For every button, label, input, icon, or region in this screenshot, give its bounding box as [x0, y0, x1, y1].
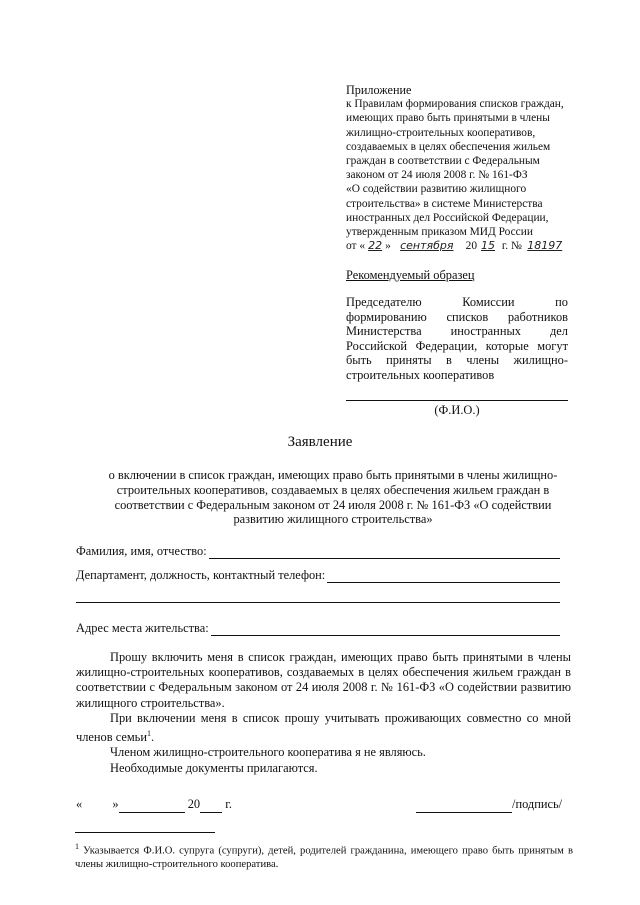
date-line: « » 20 г. — [76, 797, 233, 811]
appendix-line: граждан в соответствии с Федеральным — [346, 155, 540, 168]
footnote-ref: 1 — [146, 729, 151, 739]
addressee: Председателю Комиссии по формированию списков работников Министерства иностранных дел Российской Федерации, которые могут быть приняты в члены жилищно-строительных кооперативов — [346, 295, 568, 382]
body-paragraph: При включении меня в список прошу учитывать проживающих совместно со мной членов семьи$^1$. — [76, 710, 571, 745]
signature-line[interactable] — [416, 797, 512, 813]
department-label: Департамент, должность, контактный телефон: — [76, 568, 326, 582]
date-month-line[interactable] — [119, 797, 185, 813]
date-year-line[interactable] — [200, 797, 222, 813]
order-year: 15 — [481, 239, 496, 253]
footnote-separator — [75, 832, 215, 833]
name-input-line[interactable] — [209, 546, 560, 559]
document-subtitle: о включении в список граждан, имеющих право быть принятыми в члены жилищно- строительных кооперативов, создаваемых в целях обеспечения жильем граждан в соответствии с Федеральным законом от 24 июля 2008 г. № 161-ФЗ «О содействии развитию жилищного строительства» — [108, 468, 558, 527]
appendix-line: строительства» в системе Министерства — [346, 197, 543, 210]
department-input-line[interactable] — [327, 570, 560, 583]
body-paragraph: Необходимые документы прилагаются. — [110, 760, 318, 775]
signature-label: /подпись/ — [512, 797, 563, 811]
name-field[interactable] — [76, 544, 560, 559]
appendix-line: иностранных дел Российской Федерации, — [346, 211, 549, 224]
order-date-line: от « 22 » сентября 20 15 г. № 18197 — [346, 239, 586, 253]
name-label: Фамилия, имя, отчество: — [76, 544, 207, 558]
appendix-line: «О содействии развитию жилищного — [346, 183, 527, 196]
department-continuation-line[interactable] — [76, 602, 560, 603]
application-body — [76, 650, 571, 776]
address-input-line[interactable] — [211, 623, 560, 636]
address-label: Адрес места жительства: — [76, 621, 209, 635]
footnote-mark: 1 — [75, 842, 79, 851]
signature-block — [416, 797, 562, 813]
footnote — [75, 840, 573, 872]
fio-label: (Ф.И.О.) — [434, 403, 480, 417]
body-paragraph: Членом жилищно-строительного кооператива я не являюсь. — [110, 745, 426, 760]
addressee-name-line — [346, 400, 568, 401]
appendix-line: к Правилам формирования списков граждан, — [346, 98, 564, 111]
sample-label: Рекомендуемый образец — [346, 268, 475, 282]
appendix-line: законом от 24 июля 2008 г. № 161-ФЗ — [346, 169, 528, 182]
appendix-line: имеющих право быть принятыми в члены — [346, 112, 550, 125]
order-number: 18197 — [527, 239, 563, 253]
appendix-line: создаваемых в целях обеспечения жильем — [346, 140, 551, 153]
document-heading: Заявление — [287, 434, 353, 450]
body-paragraph: Прошу включить меня в список граждан, имеющих право быть принятыми в члены жилищно-строительных кооперативов, создаваемых в целях обеспечения жильем граждан в соответствии с Федеральным законом от 24 июля 2008 г. № 161-ФЗ «О содействии развитию жилищного строительства». — [76, 650, 571, 710]
appendix-block — [346, 83, 586, 253]
appendix-line: жилищно-строительных кооперативов, — [346, 126, 536, 139]
order-day: 22 — [368, 239, 383, 253]
appendix-line: утвержденным приказом МИД России — [346, 226, 533, 239]
order-month: сентября — [400, 239, 454, 253]
address-field[interactable] — [76, 621, 560, 636]
footnote-text: Указывается Ф.И.О. супруга (супруги), детей, родителей гражданина, имеющего право быть принятым в члены жилищно-строительного кооператива. — [75, 845, 573, 871]
appendix-title: Приложение — [346, 83, 412, 97]
department-field[interactable] — [76, 568, 560, 583]
